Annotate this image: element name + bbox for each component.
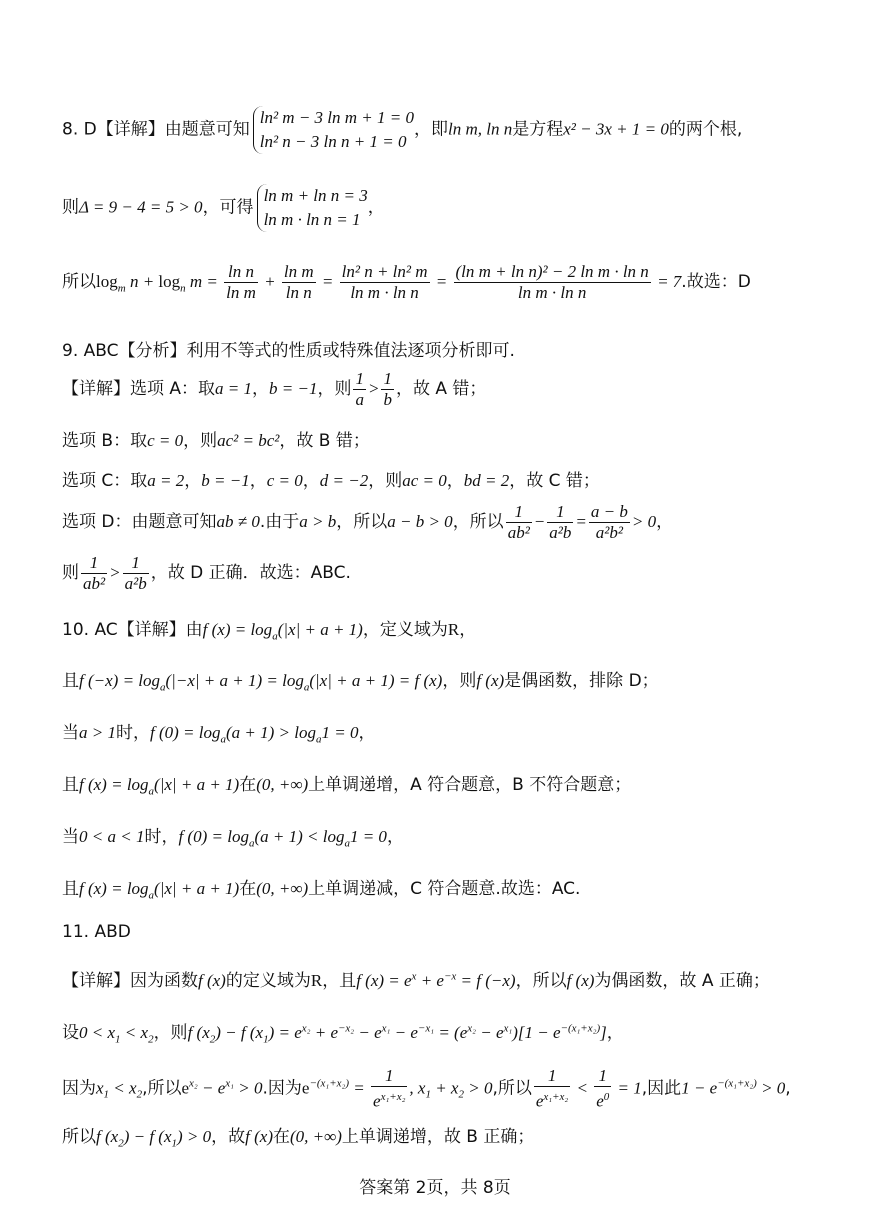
text: ， <box>606 1023 624 1043</box>
math: b = −1 <box>269 379 318 398</box>
text: 上单调递增，A 符合题意，B 不符合题意； <box>308 775 632 795</box>
math: ] <box>600 1023 607 1042</box>
math: (|x| + a + 1) <box>154 879 240 898</box>
math: + x <box>430 1078 459 1098</box>
math: R <box>310 971 323 990</box>
equation: ln² m − 3 ln m + 1 = 0 <box>259 108 414 127</box>
math: (|x| + a + 1) = f (x) <box>309 671 443 690</box>
math: (a + 1) > log <box>225 723 316 742</box>
text: 当 <box>62 827 79 847</box>
math: + e <box>416 971 444 990</box>
text: 【详解】因为函数 <box>62 971 198 991</box>
math: (0, +∞) <box>256 879 309 898</box>
math: )[1 − e <box>512 1023 561 1042</box>
math: R <box>447 620 460 639</box>
text: ，定义域为 <box>362 620 448 640</box>
text: .由于 <box>259 512 300 532</box>
math: f (x) <box>245 1127 273 1146</box>
q8-line-3: 所以$\log_m n + \log_n m$ = $\frac{\text{ln n}}{\text{ln m}}$ + $\frac{\text{ln m}}{\text{ln n}}$ = $\frac{\text{ln² n + ln² m}}{\text{ln m · ln n}}$ = $\frac{\text{(ln m + ln n)² − 2 ln m · ln n}}{\text{ln m · ln n}}$ = 7.故选：D <box>62 262 751 302</box>
text: 的定义域为 <box>225 971 311 991</box>
math: x <box>417 1078 426 1098</box>
fraction: $\frac{1}{a}$ <box>355 369 364 409</box>
q10-line-2: 且f $(-x) = \log_a(|-x| + a + 1) = \log_a(|x| + a + 1) = f$ (x)，则f (x)是偶函数，排除 D； <box>62 671 659 694</box>
text: 【详解】选项 A：取 <box>62 379 216 399</box>
text: ， <box>459 620 477 640</box>
math: + e <box>310 1023 338 1042</box>
fraction: $\frac{\text{ln n}}{\text{ln m}}$ <box>226 262 256 302</box>
text: 在 <box>272 1127 290 1147</box>
math: c = 0 <box>266 471 303 490</box>
math: f (0) = log <box>178 827 249 846</box>
math: (0, +∞) <box>256 775 309 794</box>
text: 上单调递增，故 B 正确； <box>341 1127 535 1147</box>
math: f (x) = log <box>202 620 273 639</box>
math: − e <box>197 1078 226 1098</box>
math: (a + 1) < log <box>254 827 345 846</box>
text: 且 <box>62 671 79 691</box>
text: ，所以 <box>336 512 388 532</box>
q9-option-d: 选项 D：由题意可知ab ≠ 0.由于a > b，所以a − b > 0，所以 $\frac{1}{\text{ab²}}$ − $\frac{1}{\text{a²b}}$ = $\frac{a - b}{\text{a²b²}}$ > 0， <box>62 502 674 542</box>
text: ,因此 <box>641 1078 682 1099</box>
math: x² − 3x + 1 = 0 <box>563 119 669 139</box>
math: 0 < x <box>79 1023 116 1042</box>
math: e <box>301 1078 310 1098</box>
math: 1 = 0 <box>349 827 387 846</box>
text: 则 <box>62 563 79 583</box>
text: 且 <box>62 879 79 899</box>
math: f (x) <box>198 971 226 990</box>
math: f (x) <box>476 671 505 690</box>
math: > 0 <box>463 1078 493 1098</box>
text: ， <box>386 827 404 847</box>
text: ， <box>358 723 376 743</box>
math: a > b <box>299 512 337 531</box>
q9-option-b <box>62 426 370 451</box>
math: f (0) = log <box>149 723 221 742</box>
fraction: $\frac{1}{\text{a²b}}$ <box>124 553 147 593</box>
text: ，故 D 正确．故选：ABC. <box>150 563 351 583</box>
text: ,所以 <box>492 1078 532 1099</box>
equation: ln m + ln n = 3 <box>263 186 368 205</box>
q11-heading: 11. ABD <box>62 922 131 942</box>
q10-line-6: 且f $(x) = \log_a(|x| + a + 1)$在(0, +∞)上单调递减，C 符合题意.故选：AC. <box>62 879 581 902</box>
math: ) − f (x <box>215 1023 264 1042</box>
math: ln m, ln n <box>448 119 513 139</box>
page-footer: 答案第 2页，共 8页 <box>359 1178 511 1198</box>
math: − e <box>475 1023 504 1042</box>
math: a > 1 <box>79 723 116 742</box>
text: ，故 B 错； <box>279 431 370 451</box>
math: f (x) = log <box>79 879 149 898</box>
text: 上单调递减，C 符合题意.故选：AC. <box>308 879 581 899</box>
text: 设 <box>62 1023 79 1043</box>
math: a − b > 0 <box>387 512 453 531</box>
math: Δ = 9 − 4 = 5 > 0 <box>79 197 203 217</box>
equation: ln m · ln n = 1 <box>263 210 361 229</box>
math: ac² = bc² <box>217 431 280 450</box>
math: a = 2 <box>147 471 185 490</box>
text: 当 <box>62 723 79 743</box>
text: ， <box>249 471 267 491</box>
text: 10. AC【详解】由 <box>62 620 203 640</box>
math: f (x) <box>566 971 595 990</box>
q11-line-2: 设$0 < x_1 < x_2$，则f $(x_2) - f$ $(x_1) = e^{x_2} + e^{-x_2} - e^{x_1} - e^{-x_1} = (e^{x_2} - e^{x_1})[1 - e^{-(x_1+x_2)}]$， <box>62 1022 624 1046</box>
fraction: $\frac{\text{ln m}}{\text{ln n}}$ <box>283 262 314 302</box>
q9-option-a: 【详解】选项 A：取a = 1，b = −1，则 $\frac{1}{a}$ > $\frac{1}{b}$ ，故 A 错； <box>62 369 487 409</box>
q10-line-3: 当a > 1时，f $(0) = \log_a(a + 1) > \log_a1 = 0$， <box>62 723 376 746</box>
math: x <box>96 1078 104 1098</box>
q8-text: 的两个根, <box>668 119 743 140</box>
fraction: $\frac{a - b}{\text{a²b²}}$ <box>590 502 628 542</box>
math: ) > 0 <box>177 1127 212 1146</box>
math: = (e <box>434 1023 468 1042</box>
q9-option-c <box>62 466 600 491</box>
math: = 1 <box>613 1078 642 1098</box>
text: 因为 <box>62 1078 96 1099</box>
q10-line-4: 且f $(x) = \log_a(|x| + a + 1)$在(0, +∞)上单调递增，A 符合题意，B 不符合题意； <box>62 775 632 798</box>
q8-answer: D <box>83 119 97 140</box>
q11-line-3: 因为$x_1 < x_2$,所以$e^{x_2} - e^{x_1} > 0$.因为$e^{-(x_1+x_2)}$ = $\frac{1}{e^{x_1+x_2}}$ , $x_1 + x_2 > 0$,所以 $\frac{1}{e^{x_1+x_2}}$ < $\frac{1}{e^0}$ = 1,因此$1 - e^{-(x_1+x_2)} > 0$, <box>62 1066 791 1111</box>
fraction: $\frac{1}{e^{x_1+x_2}}$ <box>535 1066 569 1111</box>
q8-text: ， <box>367 197 385 218</box>
text: ，则 <box>183 431 218 451</box>
q9-conclusion: 则 $\frac{1}{\text{ab²}}$ > $\frac{1}{\text{a²b}}$ ，故 D 正确．故选：ABC. <box>62 553 351 593</box>
fraction: $\frac{1}{\text{ab²}}$ <box>507 502 530 542</box>
text: 在 <box>239 879 257 899</box>
text: ，则 <box>442 671 477 691</box>
math: ab ≠ 0 <box>216 512 260 531</box>
q11-line-1: 【详解】因为函数f (x)的定义域为R，且f $(x) = e^x + e^{-x} = f$ (−x)，所以f (x)为偶函数，故 A 正确； <box>62 970 770 991</box>
text: ，故 C 错； <box>509 471 600 491</box>
math: , <box>409 1078 418 1098</box>
q10-line-5: 当0 < a < 1时，f $(0) = \log_a(a + 1) < \log_a1 = 0$， <box>62 827 404 850</box>
text: 为偶函数，故 A 正确； <box>594 971 770 991</box>
fraction: $\frac{1}{e^{x_1+x_2}}$ <box>373 1066 406 1111</box>
math: < x <box>120 1023 149 1042</box>
text: 时， <box>115 723 150 743</box>
q8-answer-text: .故选：D <box>681 272 751 292</box>
q8-system-2 <box>257 184 368 232</box>
fraction: $\frac{\text{(ln m + ln n)² − 2 ln m · ln n}}{\text{ln m · ln n}}$ <box>455 262 649 302</box>
text: ,所以 <box>142 1078 182 1099</box>
q8-text: 则 <box>62 197 79 218</box>
text: ，则 <box>153 1023 188 1043</box>
text: 且 <box>62 775 79 795</box>
math: > 0 <box>756 1078 786 1098</box>
text: ， <box>656 512 674 532</box>
math: f (x <box>96 1127 119 1146</box>
math: log <box>158 272 181 291</box>
text: ，故 A 错； <box>395 379 487 399</box>
q8-text: 是方程 <box>512 119 564 140</box>
text: ， <box>252 379 270 399</box>
text: ，所以 <box>452 512 504 532</box>
q8-text: 由题意可知 <box>164 119 250 140</box>
q8-line-2 <box>62 184 385 232</box>
math: ) − f (x <box>123 1127 172 1146</box>
math: − e <box>390 1023 418 1042</box>
math: 1 − e <box>681 1078 718 1098</box>
q8-system-1 <box>253 106 414 154</box>
math: 0 < a < 1 <box>79 827 145 846</box>
fraction: $\frac{\text{ln² n + ln² m}}{\text{ln m · ln n}}$ <box>341 262 428 302</box>
q8-tag: 【详解】 <box>96 119 165 140</box>
q8-line-1 <box>62 106 742 154</box>
fraction: $\frac{1}{e^0}$ <box>596 1066 610 1111</box>
text: ， <box>184 471 202 491</box>
math: > 0 <box>234 1078 263 1098</box>
text: ，则 <box>317 379 352 399</box>
q9-heading: 9. ABC【分析】利用不等式的性质或特殊值法逐项分析即可. <box>62 341 515 361</box>
text: ，所以 <box>515 971 567 991</box>
math: a = 1 <box>215 379 253 398</box>
math: f (x <box>187 1023 210 1042</box>
text: 所以 <box>62 1127 96 1147</box>
math: (0, +∞) <box>289 1127 342 1146</box>
q11-line-4: 所以f $(x_2) - f$ $(x_1) > 0$，故f (x)在(0, +∞)上单调递增，故 B 正确； <box>62 1127 535 1150</box>
text: 时， <box>144 827 179 847</box>
math: (|−x| + a + 1) = log <box>165 671 304 690</box>
text: .因为 <box>262 1078 302 1099</box>
text: 在 <box>239 775 257 795</box>
text: ，故 <box>211 1127 246 1147</box>
math: (|x| + a + 1) <box>154 775 240 794</box>
math: c = 0 <box>147 431 184 450</box>
text: 选项 C：取 <box>62 471 148 491</box>
equation: ln² n − 3 ln n + 1 = 0 <box>259 132 407 151</box>
math: f (x) = log <box>79 775 149 794</box>
math: b = −1 <box>201 471 250 490</box>
text: 选项 B：取 <box>62 431 148 451</box>
math: ) = e <box>268 1023 302 1042</box>
q8-text: 所以 <box>62 272 96 292</box>
math: 1 = 0 <box>321 723 359 742</box>
fraction: $\frac{1}{\text{ab²}}$ <box>83 553 106 593</box>
math: f (x) = e <box>356 971 412 990</box>
fraction: $\frac{1}{\text{a²b}}$ <box>549 502 572 542</box>
math: < <box>572 1078 593 1098</box>
math: = <box>349 1078 370 1098</box>
math: = f (−x) <box>456 971 516 990</box>
q8-text: ，可得 <box>202 197 254 218</box>
math: bd = 2 <box>463 471 510 490</box>
q8-number: 8. <box>62 119 79 140</box>
fraction: $\frac{1}{b}$ <box>383 369 392 409</box>
q10-line-1: 10. AC【详解】由f $(x) = \log_a(|x| + a + 1)$，定义域为R， <box>62 620 477 643</box>
text: ， <box>446 471 464 491</box>
math: (|x| + a + 1) <box>277 620 363 639</box>
text: 选项 D：由题意可知 <box>62 512 217 532</box>
math: log <box>96 272 118 291</box>
math: f (−x) = log <box>79 671 161 690</box>
math: e <box>181 1078 190 1098</box>
math: ac = 0 <box>402 471 447 490</box>
text: , <box>785 1078 791 1099</box>
math: − e <box>354 1023 382 1042</box>
text: ， <box>302 471 320 491</box>
math: d = −2 <box>319 471 369 490</box>
text: ，则 <box>368 471 403 491</box>
q8-text: ，即 <box>414 119 448 140</box>
math: < x <box>109 1078 137 1098</box>
text: ，且 <box>322 971 357 991</box>
text: 是偶函数，排除 D； <box>504 671 659 691</box>
